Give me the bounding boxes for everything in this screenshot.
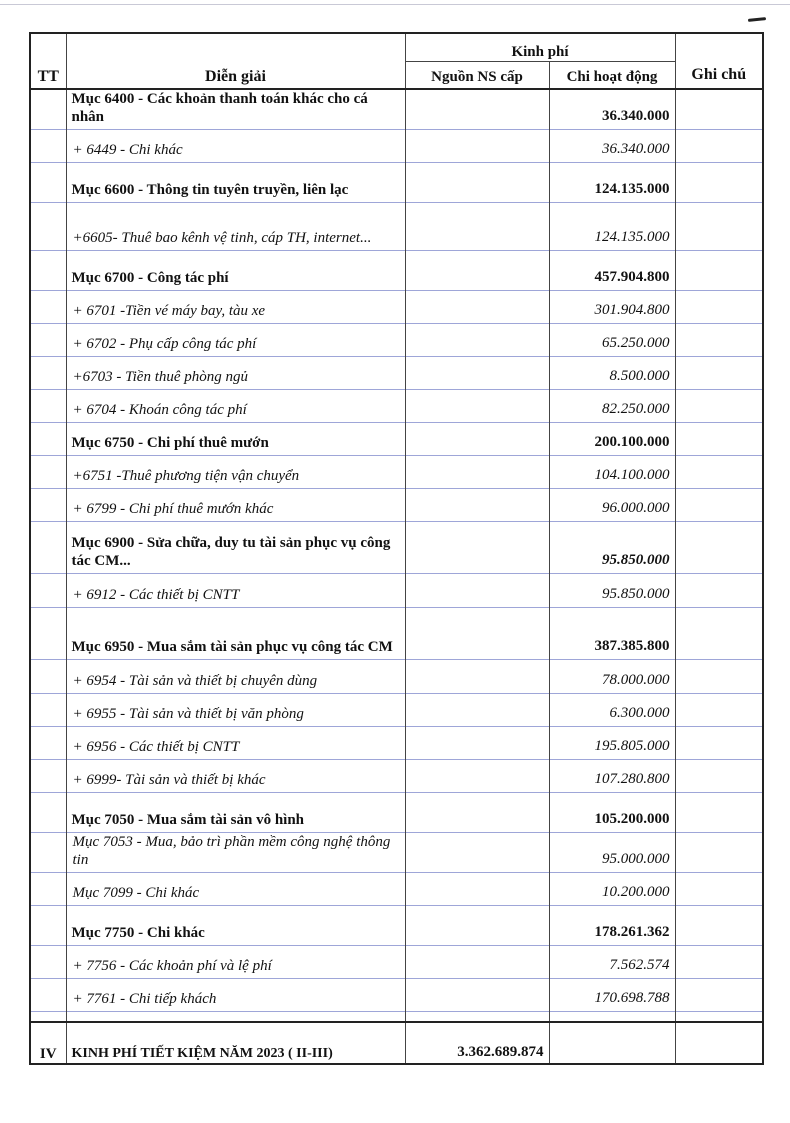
ghi-chu-cell — [675, 906, 763, 946]
ghi-chu-header: Ghi chú — [691, 66, 747, 83]
item-row — [30, 456, 763, 489]
item-description: + 6956 - Các thiết bị CNTT — [66, 727, 405, 760]
item-description: + 6799 - Chi phí thuê mướn khác — [66, 489, 405, 522]
dien-giai-header: Diễn giải — [205, 68, 266, 85]
item-amount: 301.904.800 — [549, 291, 675, 324]
item-amount: 104.100.000 — [549, 456, 675, 489]
group-description: Mục 6400 - Các khoản thanh toán khác cho cá nhân — [66, 89, 405, 130]
total-tt: IV — [30, 1022, 66, 1064]
item-row — [30, 727, 763, 760]
nguon-ns-cell — [405, 456, 549, 489]
group-description: Mục 6600 - Thông tin tuyên truyền, liên lạc — [66, 163, 405, 203]
nguon-ns-cell — [405, 423, 549, 456]
item-amount: 107.280.800 — [549, 760, 675, 793]
nguon-ns-cell — [405, 163, 549, 203]
nguon-ns-cell — [405, 203, 549, 251]
group-amount: 457.904.800 — [549, 251, 675, 291]
tt-cell — [30, 727, 66, 760]
item-amount: 82.250.000 — [549, 390, 675, 423]
item-amount: 78.000.000 — [549, 660, 675, 694]
item-description: + 7761 - Chi tiếp khách — [66, 979, 405, 1012]
tt-cell — [30, 456, 66, 489]
ghi-chu-cell — [675, 390, 763, 423]
nguon-ns-cell — [405, 833, 549, 873]
group-amount: 95.850.000 — [549, 522, 675, 574]
group-description: Mục 7050 - Mua sắm tài sản vô hình — [66, 793, 405, 833]
total-ns: 3.362.689.874 — [405, 1022, 549, 1064]
spacer-cell — [549, 1012, 675, 1022]
item-row — [30, 390, 763, 423]
ghi-chu-cell — [675, 489, 763, 522]
pen-mark — [748, 17, 766, 22]
spacer-row — [30, 1012, 763, 1022]
tt-cell — [30, 946, 66, 979]
tt-cell — [30, 873, 66, 906]
item-amount: 6.300.000 — [549, 694, 675, 727]
ghi-chu-cell — [675, 324, 763, 357]
table-body — [30, 89, 763, 1022]
item-row — [30, 574, 763, 608]
item-amount: 195.805.000 — [549, 727, 675, 760]
nguon-ns-cell — [405, 946, 549, 979]
item-description: + 6449 - Chi khác — [66, 130, 405, 163]
nguon-ns-cell — [405, 793, 549, 833]
ghi-chu-cell — [675, 979, 763, 1012]
group-description: Mục 6750 - Chi phí thuê mướn — [66, 423, 405, 456]
nguon-ns-cell — [405, 979, 549, 1012]
ghi-chu-cell — [675, 423, 763, 456]
chi-hoat-dong-label: Chi hoạt động — [566, 69, 658, 85]
group-row — [30, 522, 763, 574]
nguon-ns-cell — [405, 130, 549, 163]
item-row — [30, 203, 763, 251]
tt-cell — [30, 906, 66, 946]
ghi-chu-cell — [675, 163, 763, 203]
group-description: Mục 7750 - Chi khác — [66, 906, 405, 946]
tt-cell — [30, 251, 66, 291]
item-description: Mục 7053 - Mua, bảo trì phần mềm công nghệ thông tin — [66, 833, 405, 873]
spacer-cell — [675, 1012, 763, 1022]
nguon-ns-cell — [405, 357, 549, 390]
spacer-cell — [405, 1012, 549, 1022]
group-amount: 387.385.800 — [549, 608, 675, 660]
item-description: + 6954 - Tài sản và thiết bị chuyên dùng — [66, 660, 405, 694]
nguon-ns-cell — [405, 522, 549, 574]
item-description: + 6702 - Phụ cấp công tác phí — [66, 324, 405, 357]
ghi-chu-cell — [675, 574, 763, 608]
item-row — [30, 130, 763, 163]
ghi-chu-cell — [675, 251, 763, 291]
nguon-ns-cell — [405, 251, 549, 291]
item-amount: 10.200.000 — [549, 873, 675, 906]
ghi-chu-cell — [675, 291, 763, 324]
tt-cell — [30, 357, 66, 390]
item-description: +6703 - Tiền thuê phòng ngủ — [66, 357, 405, 390]
tt-cell — [30, 163, 66, 203]
item-amount: 124.135.000 — [549, 203, 675, 251]
ghi-chu-cell — [675, 833, 763, 873]
item-description: Mục 7099 - Chi khác — [66, 873, 405, 906]
group-row — [30, 89, 763, 130]
item-amount: 7.562.574 — [549, 946, 675, 979]
group-row — [30, 163, 763, 203]
budget-table — [29, 32, 764, 1065]
tt-header-cell — [30, 33, 66, 89]
tt-cell — [30, 833, 66, 873]
ghi-chu-cell — [675, 357, 763, 390]
tt-cell — [30, 324, 66, 357]
nguon-ns-cell — [405, 291, 549, 324]
nguon-ns-cell — [405, 574, 549, 608]
nguon-ns-cell — [405, 727, 549, 760]
tt-cell — [30, 760, 66, 793]
total-row — [30, 1022, 763, 1064]
nguon-ns-cell — [405, 873, 549, 906]
ghi-chu-cell — [675, 203, 763, 251]
tt-cell — [30, 203, 66, 251]
item-amount: 36.340.000 — [549, 130, 675, 163]
item-description: + 6701 -Tiền vé máy bay, tàu xe — [66, 291, 405, 324]
nguon-ns-cap-label: Nguồn NS cấp — [431, 69, 523, 85]
item-row — [30, 833, 763, 873]
group-description: Mục 6900 - Sửa chữa, duy tu tài sản phục vụ công tác CM... — [66, 522, 405, 574]
tt-cell — [30, 793, 66, 833]
ghi-chu-cell — [675, 522, 763, 574]
item-description: + 6999- Tài sản và thiết bị khác — [66, 760, 405, 793]
item-row — [30, 324, 763, 357]
item-amount: 65.250.000 — [549, 324, 675, 357]
group-row — [30, 251, 763, 291]
nguon-ns-cell — [405, 608, 549, 660]
ghi-chu-cell — [675, 727, 763, 760]
tt-header: TT — [37, 68, 59, 85]
item-row — [30, 946, 763, 979]
nguon-ns-cell — [405, 660, 549, 694]
tt-cell — [30, 291, 66, 324]
group-row — [30, 423, 763, 456]
tt-cell — [30, 522, 66, 574]
kinh-phi-header — [405, 33, 675, 61]
ghi-chu-cell — [675, 456, 763, 489]
item-amount: 8.500.000 — [549, 357, 675, 390]
spacer-cell — [30, 1012, 66, 1022]
tt-cell — [30, 423, 66, 456]
item-amount: 96.000.000 — [549, 489, 675, 522]
spacer-cell — [66, 1012, 405, 1022]
group-amount: 105.200.000 — [549, 793, 675, 833]
nguon-ns-cell — [405, 694, 549, 727]
tt-cell — [30, 390, 66, 423]
group-row — [30, 608, 763, 660]
nguon-ns-cell — [405, 760, 549, 793]
total-ghi-chu — [675, 1022, 763, 1064]
group-amount: 36.340.000 — [549, 89, 675, 130]
item-amount: 95.000.000 — [549, 833, 675, 873]
group-row — [30, 906, 763, 946]
nguon-ns-cap-header — [405, 61, 549, 89]
ghi-chu-cell — [675, 793, 763, 833]
ghi-chu-cell — [675, 130, 763, 163]
tt-cell — [30, 130, 66, 163]
item-amount: 170.698.788 — [549, 979, 675, 1012]
ghi-chu-cell — [675, 873, 763, 906]
group-row — [30, 793, 763, 833]
tt-cell — [30, 89, 66, 130]
ghi-chu-cell — [675, 694, 763, 727]
nguon-ns-cell — [405, 324, 549, 357]
ghi-chu-cell — [675, 89, 763, 130]
group-description: Mục 6700 - Công tác phí — [66, 251, 405, 291]
total-chi — [549, 1022, 675, 1064]
tt-cell — [30, 489, 66, 522]
item-row — [30, 873, 763, 906]
item-amount: 95.850.000 — [549, 574, 675, 608]
nguon-ns-cell — [405, 489, 549, 522]
tt-cell — [30, 608, 66, 660]
group-amount: 124.135.000 — [549, 163, 675, 203]
kinh-phi-label: Kinh phí — [511, 43, 569, 60]
ghi-chu-cell — [675, 608, 763, 660]
tt-cell — [30, 660, 66, 694]
item-row — [30, 694, 763, 727]
tt-cell — [30, 979, 66, 1012]
dien-giai-header-cell — [66, 33, 405, 89]
nguon-ns-cell — [405, 906, 549, 946]
item-row — [30, 760, 763, 793]
tt-cell — [30, 694, 66, 727]
ghi-chu-cell — [675, 660, 763, 694]
item-row — [30, 357, 763, 390]
item-description: +6751 -Thuê phương tiện vận chuyển — [66, 456, 405, 489]
nguon-ns-cell — [405, 89, 549, 130]
item-description: + 6704 - Khoán công tác phí — [66, 390, 405, 423]
tt-cell — [30, 574, 66, 608]
ghi-chu-header-cell — [675, 33, 763, 89]
group-description: Mục 6950 - Mua sắm tài sản phục vụ công tác CM — [66, 608, 405, 660]
top-edge-line — [0, 4, 790, 5]
ghi-chu-cell — [675, 946, 763, 979]
nguon-ns-cell — [405, 390, 549, 423]
item-description: + 6912 - Các thiết bị CNTT — [66, 574, 405, 608]
ghi-chu-cell — [675, 760, 763, 793]
group-amount: 178.261.362 — [549, 906, 675, 946]
item-description: +6605- Thuê bao kênh vệ tinh, cáp TH, internet... — [66, 203, 405, 251]
item-description: + 7756 - Các khoản phí và lệ phí — [66, 946, 405, 979]
total-desc: KINH PHÍ TIẾT KIỆM NĂM 2023 ( II-III) — [66, 1022, 405, 1064]
item-row — [30, 979, 763, 1012]
group-amount: 200.100.000 — [549, 423, 675, 456]
item-row — [30, 489, 763, 522]
item-row — [30, 291, 763, 324]
chi-hoat-dong-header — [549, 61, 675, 89]
item-description: + 6955 - Tài sản và thiết bị văn phòng — [66, 694, 405, 727]
item-row — [30, 660, 763, 694]
